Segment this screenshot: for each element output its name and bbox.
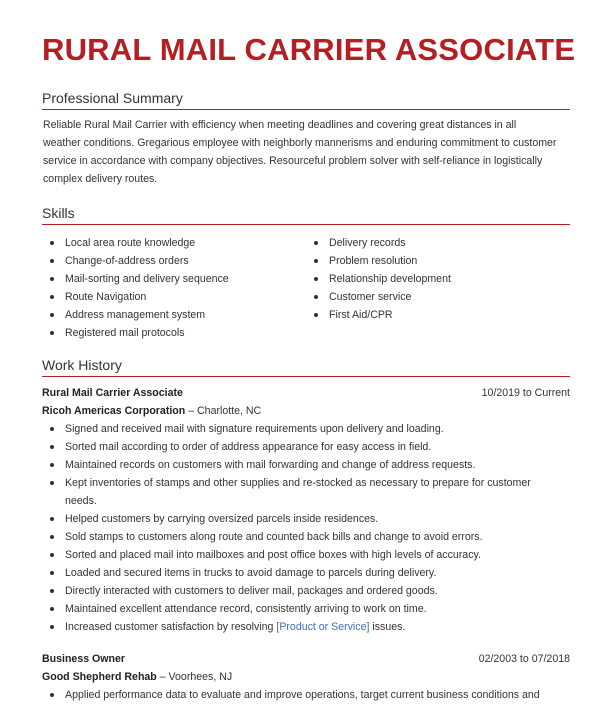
duty-text-cont: needs.	[65, 495, 97, 507]
summary-line: Reliable Rural Mail Carrier with efficiency when meeting deadlines and covering great distances in all	[43, 119, 517, 131]
skill-item: Delivery records	[306, 234, 570, 252]
skills-heading: Skills	[42, 205, 570, 225]
company-location: – Charlotte, NC	[185, 405, 262, 417]
duty-text: Kept inventories of stamps and other supplies and re-stocked as necessary to prepare for customer	[65, 477, 531, 489]
summary-line: service in accordance with company objectives. Resourceful problem solver with self-reliance in logistically	[43, 155, 543, 167]
summary-text	[43, 116, 570, 188]
skill-item: Customer service	[306, 288, 570, 306]
work-history-heading: Work History	[42, 357, 570, 377]
duty-text: issues.	[369, 621, 406, 633]
duty-item: Maintained records on customers with mail forwarding and change of address requests.	[42, 456, 570, 474]
product-placeholder: [Product or Service]	[276, 621, 370, 633]
skill-item: Route Navigation	[42, 288, 306, 306]
resume-name: RURAL MAIL CARRIER ASSOCIATE	[42, 32, 576, 67]
skill-item: Change-of-address orders	[42, 252, 306, 270]
duty-item: Loaded and secured items in trucks to avoid damage to parcels during delivery.	[42, 564, 570, 582]
skill-item: First Aid/CPR	[306, 306, 570, 324]
company-name: Ricoh Americas Corporation	[42, 405, 186, 417]
job-title: Rural Mail Carrier Associate	[42, 387, 183, 399]
duty-item	[42, 474, 570, 510]
summary-line: complex delivery routes.	[43, 173, 158, 185]
skill-item: Registered mail protocols	[42, 324, 306, 342]
skill-item: Mail-sorting and delivery sequence	[42, 270, 306, 288]
duty-text: Increased customer satisfaction by resolving	[65, 621, 277, 633]
job-duties	[42, 420, 570, 636]
job-dates: 10/2019 to Current	[481, 387, 570, 399]
duty-item: Maintained excellent attendance record, consistently arriving to work on time.	[42, 600, 570, 618]
duty-item: Sold stamps to customers along route and counted back bills and change to avoid errors.	[42, 528, 570, 546]
summary-line: weather conditions. Gregarious employee with neighborly mannerisms and enduring commitment to customer	[43, 137, 557, 149]
job-dates: 02/2003 to 07/2018	[478, 653, 570, 665]
skill-item: Local area route knowledge	[42, 234, 306, 252]
job-header	[42, 650, 570, 668]
job-entry	[42, 384, 570, 636]
duty-item: Signed and received mail with signature requirements upon delivery and loading.	[42, 420, 570, 438]
skills-section	[42, 205, 570, 342]
duty-item	[42, 618, 570, 636]
duty-item: Applied performance data to evaluate and improve operations, target current business conditions and	[42, 686, 570, 704]
skill-item: Problem resolution	[306, 252, 570, 270]
summary-section	[42, 90, 570, 188]
skill-item: Address management system	[42, 306, 306, 324]
duty-item: Directly interacted with customers to deliver mail, packages and ordered goods.	[42, 582, 570, 600]
summary-heading: Professional Summary	[42, 90, 570, 110]
job-duties	[42, 686, 570, 704]
job-header	[42, 384, 570, 402]
job-company	[42, 402, 570, 420]
skills-columns	[42, 234, 570, 342]
job-company	[42, 668, 570, 686]
duty-item: Sorted mail according to order of address appearance for easy access in field.	[42, 438, 570, 456]
company-location: – Voorhees, NJ	[156, 671, 233, 683]
job-title: Business Owner	[42, 653, 126, 665]
duty-item: Sorted and placed mail into mailboxes and post office boxes with high levels of accuracy.	[42, 546, 570, 564]
skills-right-list	[306, 234, 570, 342]
company-name: Good Shepherd Rehab	[42, 671, 157, 683]
work-history-section	[42, 357, 570, 377]
job-entry	[42, 650, 570, 704]
skills-left-list	[42, 234, 306, 342]
skill-item: Relationship development	[306, 270, 570, 288]
duty-item: Helped customers by carrying oversized parcels inside residences.	[42, 510, 570, 528]
